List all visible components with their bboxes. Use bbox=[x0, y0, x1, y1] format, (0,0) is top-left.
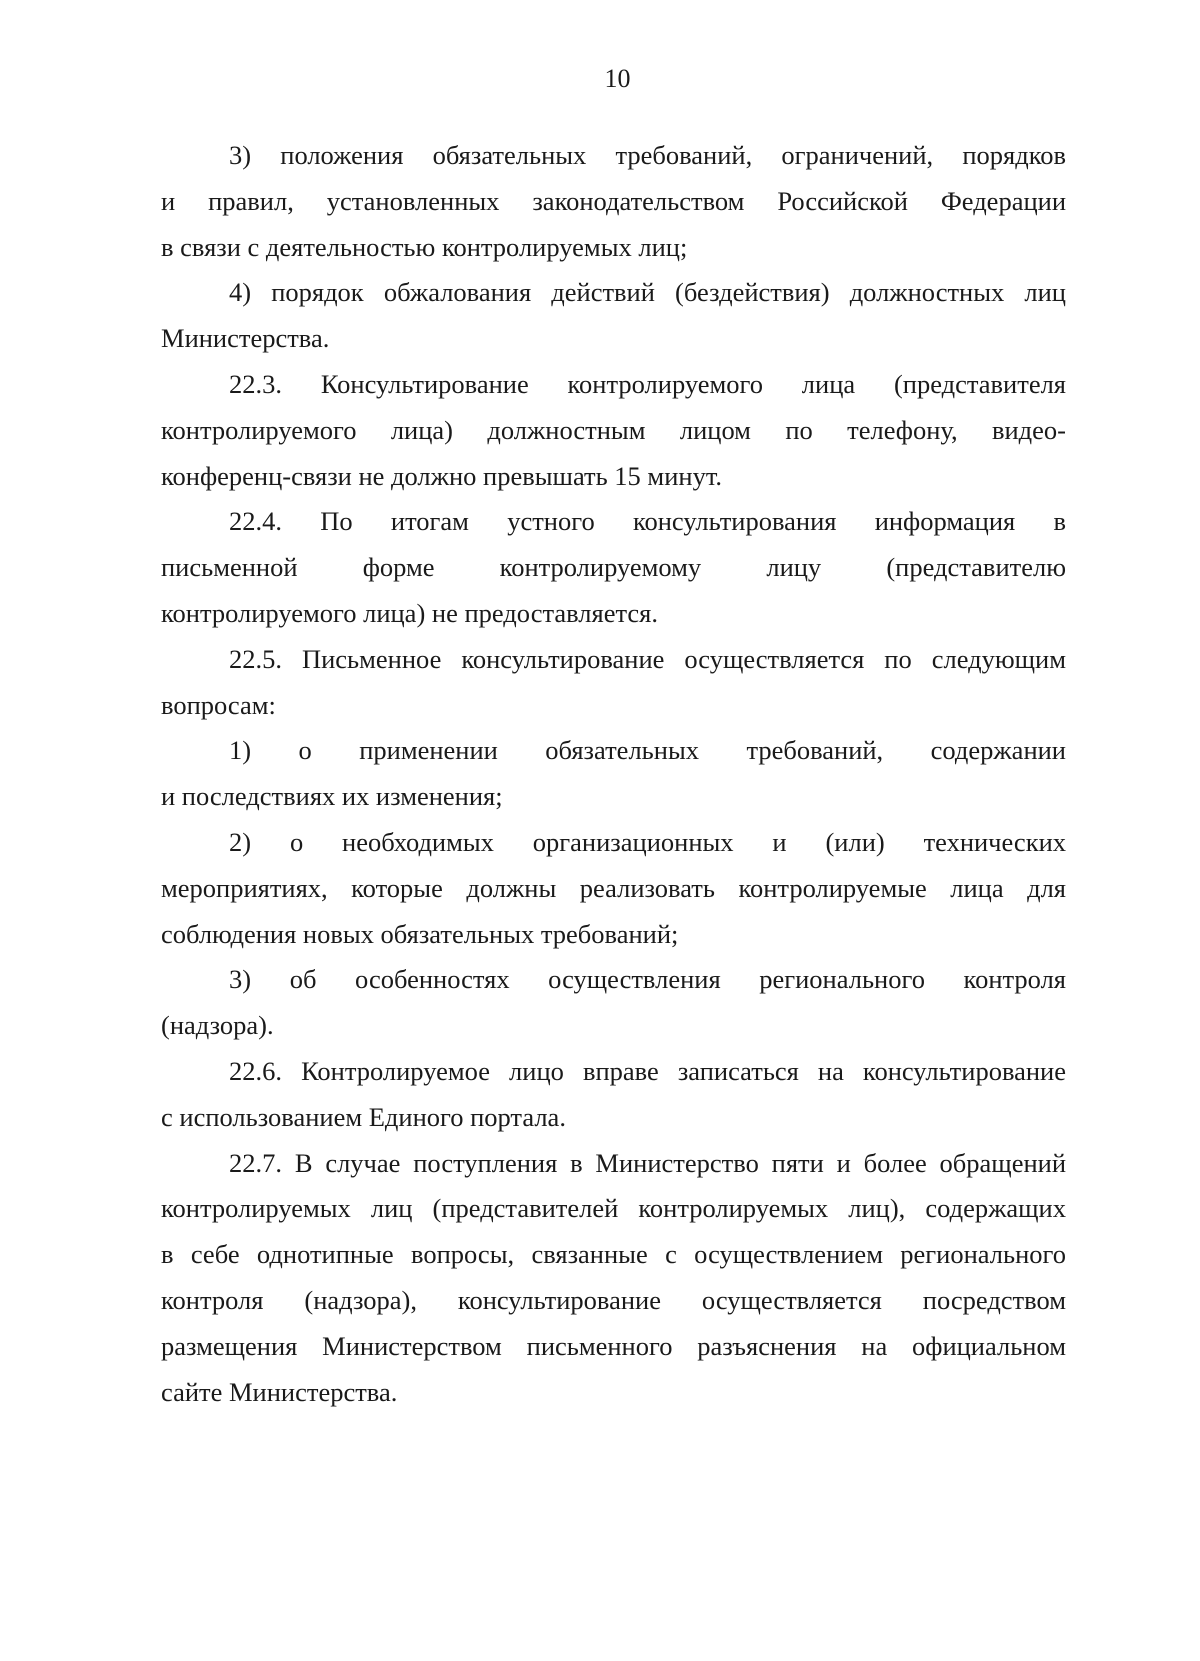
text-line: в связи с деятельностью контролируемых лиц; bbox=[161, 231, 688, 262]
text-line: контроля (надзора), консультирование осуществляется посредством bbox=[161, 1284, 1066, 1315]
text-line: 22.7. В случае поступления в Министерство пяти и более обращений bbox=[229, 1147, 1066, 1178]
text-line: конференц-связи не должно превышать 15 минут. bbox=[161, 460, 723, 491]
text-line: 22.4. По итогам устного консультирования информация в bbox=[229, 506, 1066, 537]
text-line: 1) о применении обязательных требований, содержании bbox=[229, 735, 1066, 766]
paragraph bbox=[161, 270, 1066, 362]
text-line: 3) положения обязательных требований, ограничений, порядков bbox=[229, 140, 1066, 170]
text-line: 3) об особенностях осуществления регионального контроля bbox=[229, 964, 1066, 995]
text-line: мероприятиях, которые должны реализовать контролируемые лица для bbox=[161, 872, 1066, 903]
paragraph bbox=[161, 957, 1066, 1049]
text-line: (надзора). bbox=[161, 1010, 274, 1041]
text-line: контролируемого лица) не предоставляется. bbox=[161, 597, 658, 628]
page-number: 10 bbox=[604, 64, 631, 93]
paragraph bbox=[161, 637, 1066, 729]
text-line: 22.6. Контролируемое лицо вправе записаться на консультирование bbox=[229, 1055, 1066, 1086]
paragraph bbox=[161, 133, 1066, 270]
text-line: контролируемых лиц (представителей контролируемых лиц), содержащих bbox=[161, 1193, 1066, 1224]
document-body bbox=[161, 133, 1066, 1415]
text-line: в себе однотипные вопросы, связанные с осуществлением регионального bbox=[161, 1239, 1066, 1270]
paragraph bbox=[161, 1049, 1066, 1141]
paragraph bbox=[161, 499, 1066, 636]
text-line: сайте Министерства. bbox=[161, 1376, 398, 1407]
paragraph bbox=[161, 1141, 1066, 1416]
text-line: вопросам: bbox=[161, 689, 276, 720]
text-line: с использованием Единого портала. bbox=[161, 1101, 566, 1132]
paragraph bbox=[161, 728, 1066, 820]
text-line: соблюдения новых обязательных требований; bbox=[161, 918, 679, 949]
text-line: письменной форме контролируемому лицу (представителю bbox=[161, 552, 1066, 583]
text-line: 22.3. Консультирование контролируемого лица (представителя bbox=[229, 368, 1066, 399]
text-line: 2) о необходимых организационных и (или) технических bbox=[229, 826, 1066, 857]
text-line: и правил, установленных законодательством Российской Федерации bbox=[161, 185, 1066, 216]
text-line: 4) порядок обжалования действий (бездействия) должностных лиц bbox=[229, 277, 1066, 308]
paragraph bbox=[161, 820, 1066, 957]
text-line: 22.5. Письменное консультирование осуществляется по следующим bbox=[229, 643, 1066, 674]
text-line: контролируемого лица) должностным лицом по телефону, видео- bbox=[161, 414, 1066, 445]
text-line: Министерства. bbox=[161, 323, 330, 354]
text-line: и последствиях их изменения; bbox=[161, 781, 503, 812]
text-line: размещения Министерством письменного разъяснения на официальном bbox=[161, 1330, 1066, 1361]
paragraph bbox=[161, 362, 1066, 499]
